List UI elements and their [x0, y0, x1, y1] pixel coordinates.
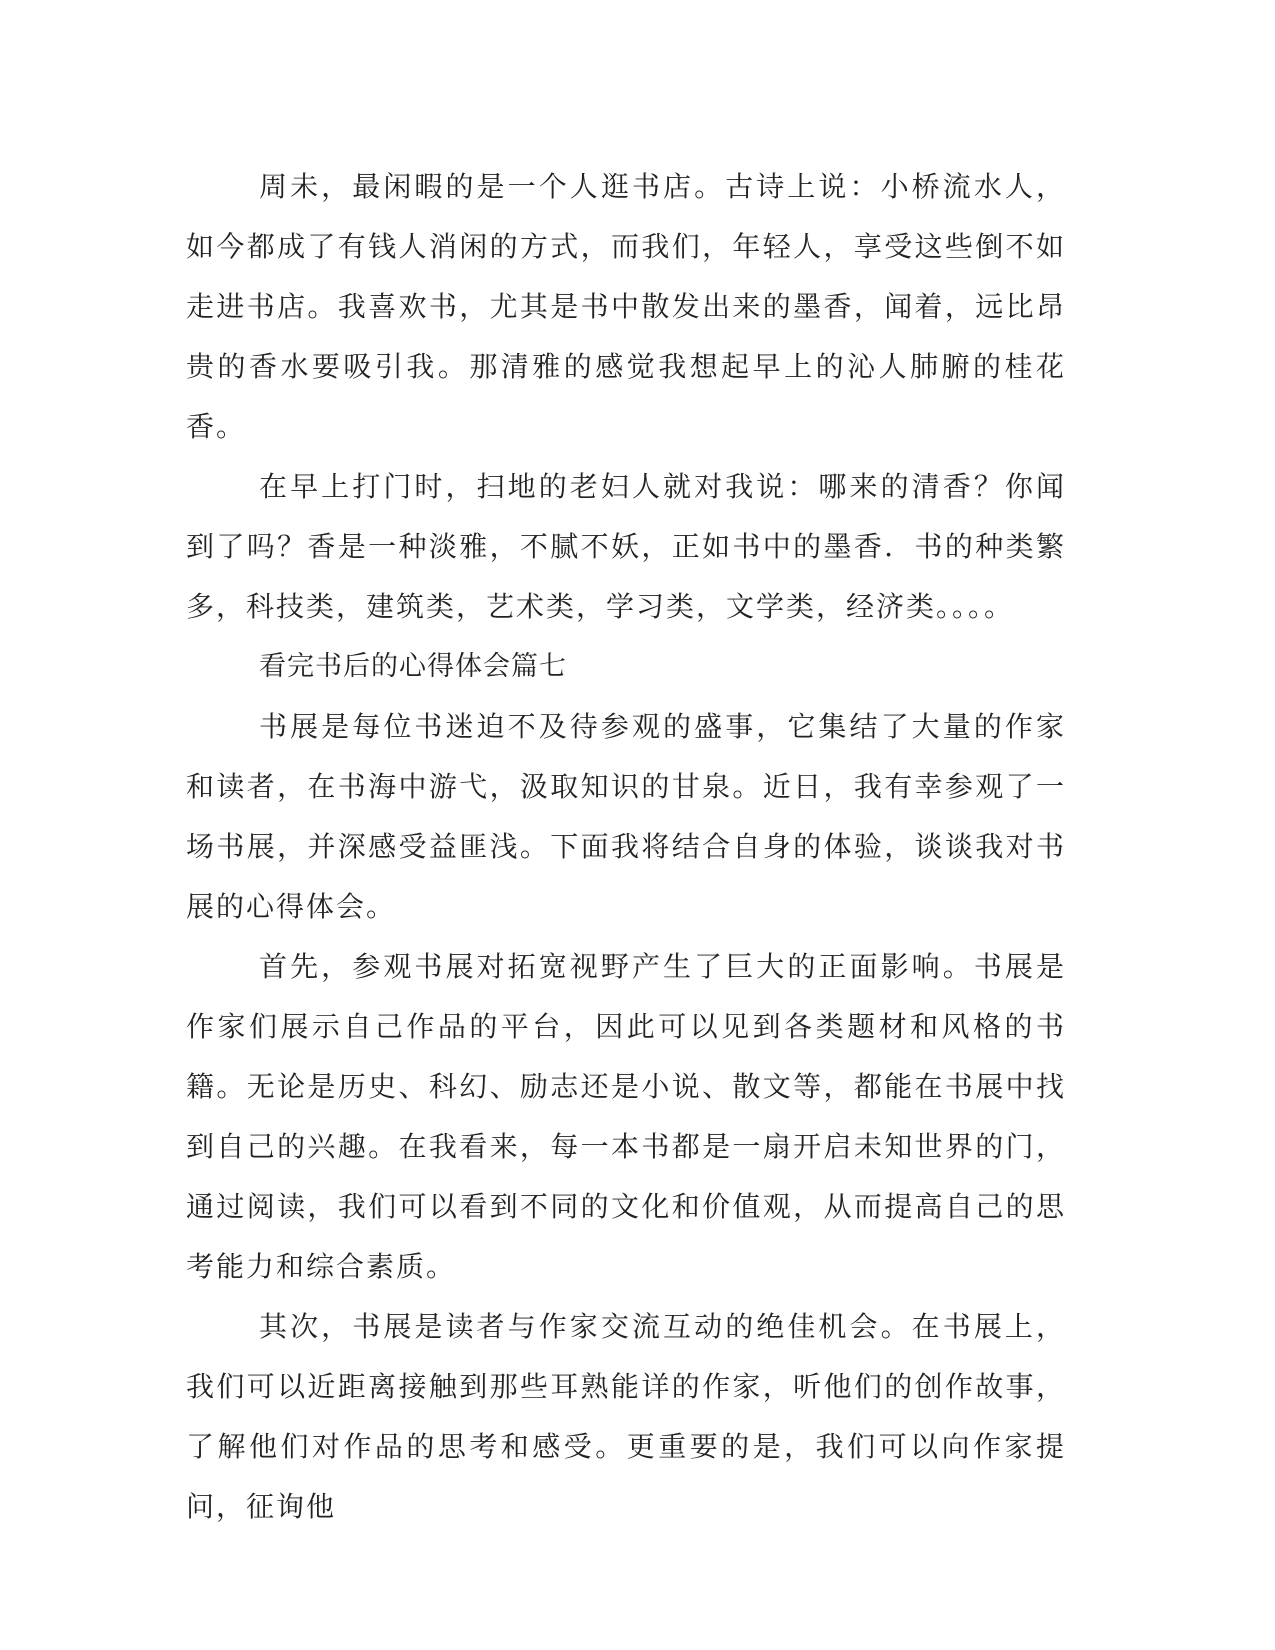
paragraph-bookstore: 周未，最闲暇的是一个人逛书店。古诗上说：小桥流水人，如今都成了有钱人消闲的方式，而我们，年轻人，享受这些倒不如走进书店。我喜欢书，尤其是书中散发出来的墨香，闻着，远比昂贵的香水要吸引我。那清雅的感觉我想起早上的沁人肺腑的桂花香。: [186, 170, 1066, 443]
section-heading: 看完书后的心得体会篇七: [259, 651, 567, 682]
paragraph-second-point: 其次，书展是读者与作家交流互动的绝佳机会。在书展上，我们可以近距离接触到那些耳熟能详的作家，听他们的创作故事，了解他们对作品的思考和感受。更重要的是，我们可以向作家提问，征询他: [186, 1310, 1066, 1523]
paragraph-fragrance: 在早上打门时，扫地的老妇人就对我说：哪来的清香？你闻到了吗？香是一种淡雅，不腻不妖，正如书中的墨香．书的种类繁多，科技类，建筑类，艺术类，学习类，文学类，经济类。。。。: [186, 470, 1066, 623]
paragraph-first-point: 首先，参观书展对拓宽视野产生了巨大的正面影响。书展是作家们展示自己作品的平台，因此可以见到各类题材和风格的书籍。无论是历史、科幻、励志还是小说、散文等，都能在书展中找到自己的兴趣。在我看来，每一本书都是一扇开启未知世界的门，通过阅读，我们可以看到不同的文化和价值观，从而提高自己的思考能力和综合素质。: [186, 950, 1066, 1283]
paragraph-book-fair-intro: 书展是每位书迷迫不及待参观的盛事，它集结了大量的作家和读者，在书海中游弋，汲取知识的甘泉。近日，我有幸参观了一场书展，并深感受益匪浅。下面我将结合自身的体验，谈谈我对书展的心得体会。: [186, 710, 1066, 923]
document-body: [186, 157, 1066, 1537]
